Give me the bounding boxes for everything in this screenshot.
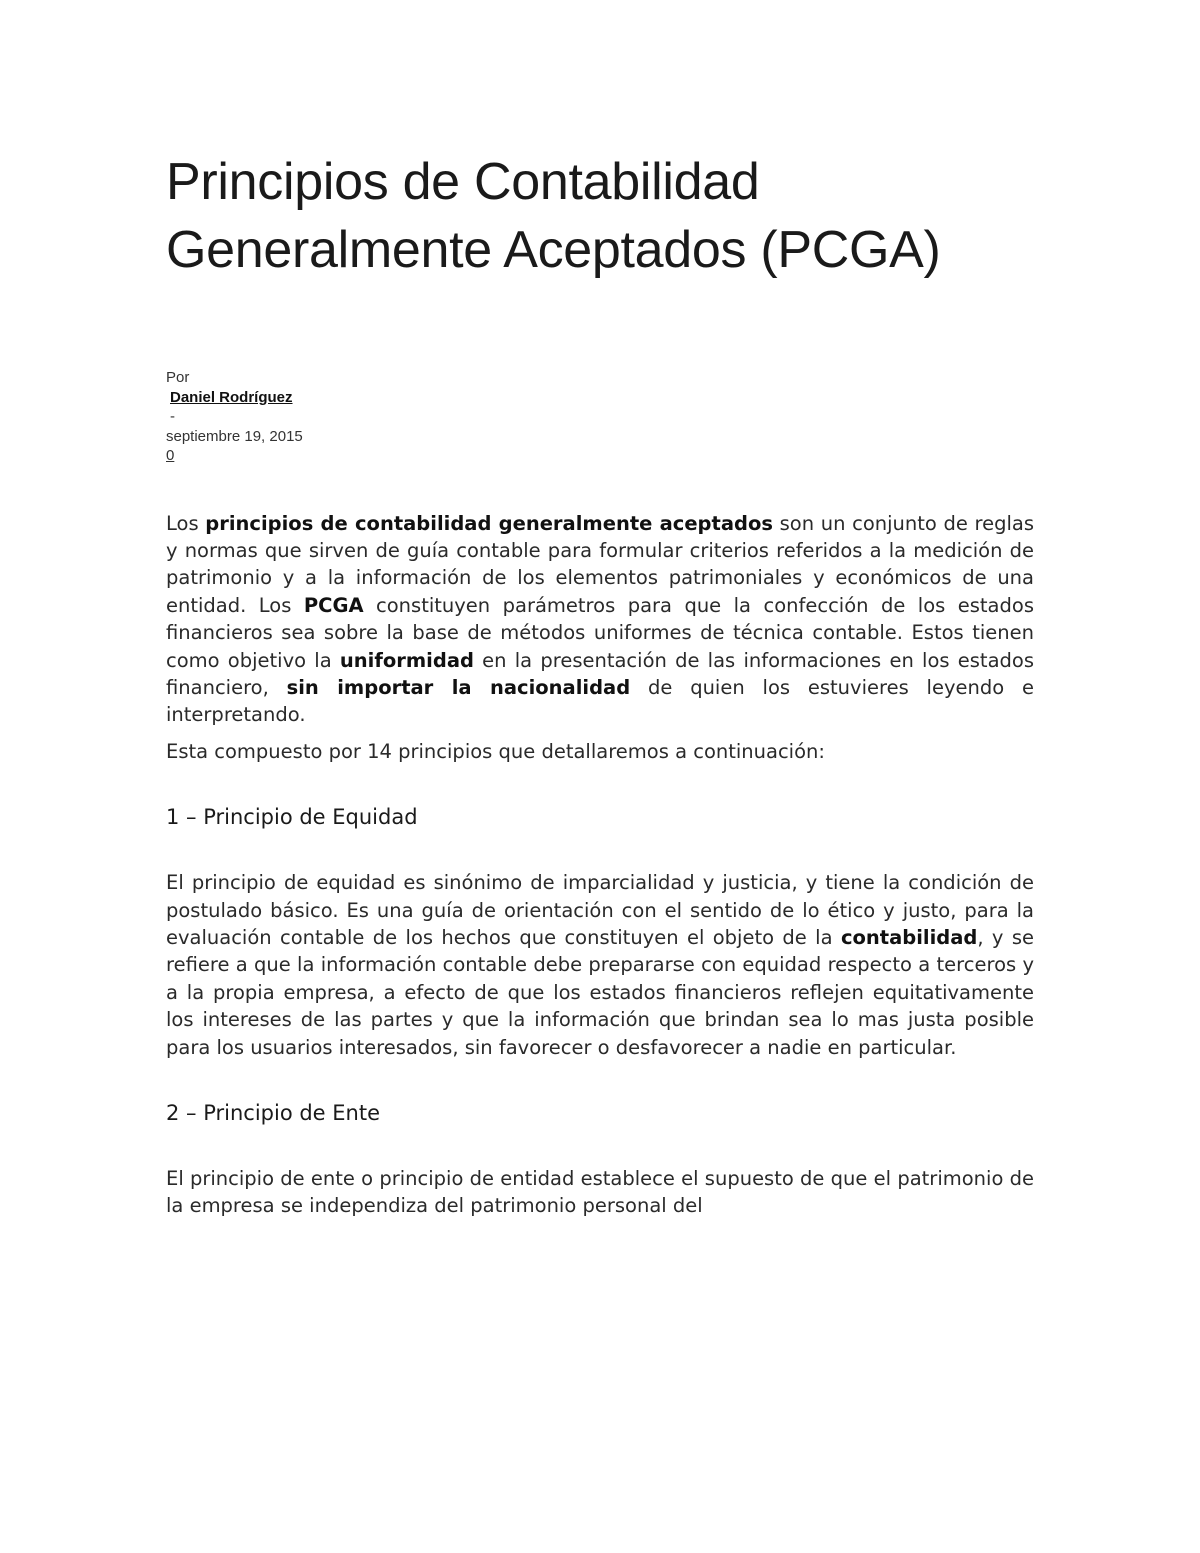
section-text: El principio de ente o principio de entidad establece el supuesto de que el patrimonio de la empresa se independiza del patrimonio personal del: [166, 1167, 1034, 1218]
intro-text: constituyen parámetros para que la confección de los estados financieros sea sobre la base de métodos uniformes de técnica contable. Estos tienen como objetivo la: [166, 593, 1034, 672]
intro-bold-term: uniformidad: [339, 648, 474, 672]
intro-bold-term: sin importar la nacionalidad: [286, 675, 631, 699]
section-text: El principio de equidad es sinónimo de imparcialidad y justicia, y tiene la condición de postulado básico. Es una guía de orientación con el sentido de lo ético y justo, para la evaluación contable de los hechos que constituyen el objeto de la: [166, 871, 1034, 949]
section-bold-term: contabilidad: [840, 925, 978, 949]
section-heading-ente: 2 – Principio de Ente: [166, 1101, 381, 1125]
intro-text: Los: [166, 511, 206, 535]
article: [166, 148, 1034, 1220]
byline-separator: -: [170, 408, 175, 425]
author-link[interactable]: Daniel Rodríguez: [170, 388, 293, 406]
intro-bold-term: PCGA: [303, 593, 364, 617]
intro-text: en la presentación de las informaciones en los estados financiero,: [166, 648, 1034, 699]
section-heading-equidad: 1 – Principio de Equidad: [166, 805, 418, 830]
section-paragraph-equidad: [166, 869, 1034, 1061]
intro-text: de quien los estuvieres leyendo e interpretando.: [166, 675, 1034, 727]
intro-text: son un conjunto de reglas y normas que sirven de guía contable para formular criterios referidos a la medición de patrimonio y a la información de los elementos patrimoniales y económicos de una entidad. Los: [166, 511, 1035, 617]
by-label: Por: [166, 369, 190, 386]
publish-date: septiembre 19, 2015: [166, 427, 303, 445]
intro-paragraph: [166, 510, 1034, 729]
comments-count-link[interactable]: 0: [166, 447, 175, 464]
lead-paragraph: Esta compuesto por 14 principios que detallaremos a continuación:: [166, 739, 825, 763]
section-text: , y se refiere a que la información contable debe prepararse con equidad respecto a terceros y a la propia empresa, a efecto de que los estados financieros reflejen equitativamente los intereses de las partes y que la información que brindan sea lo mas justa posible para los usuarios interesados, sin favorecer o desfavorecer a nadie en particular.: [166, 925, 1034, 1059]
intro-bold-term: principios de contabilidad generalmente aceptados: [205, 511, 773, 535]
article-title: Principios de Contabilidad Generalmente Aceptados (PCGA): [166, 153, 941, 279]
section-paragraph-ente: [166, 1165, 1034, 1220]
byline: [166, 368, 1034, 466]
